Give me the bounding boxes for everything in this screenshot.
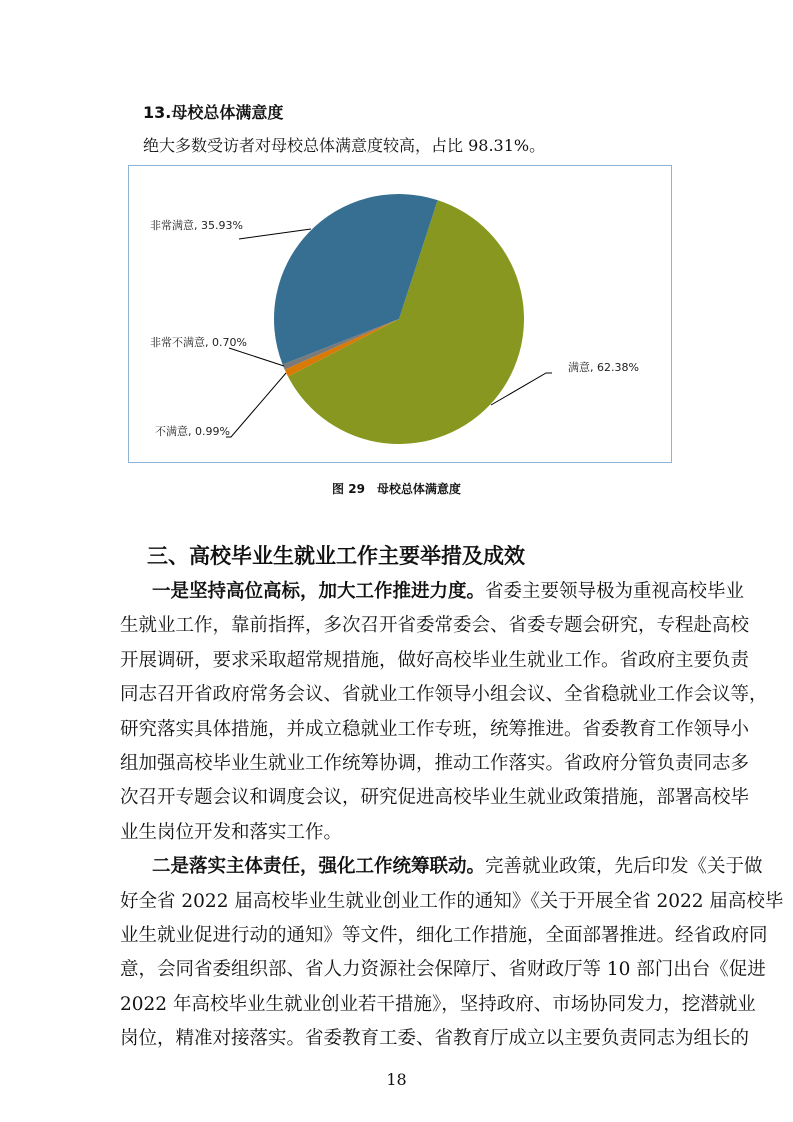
text-line: 开展调研，要求采取超常规措施，做好高校毕业生就业工作。省政府主要负责 bbox=[120, 649, 750, 671]
figure-caption: 图 29 母校总体满意度 bbox=[332, 482, 461, 496]
paragraph-lead: 一是坚持高位高标，加大工作推进力度。 bbox=[152, 581, 486, 602]
text-line: 好全省 2022 届高校毕业生就业创业工作的通知》《关于开展全省 2022 届高校毕 bbox=[120, 890, 784, 912]
section-intro: 绝大多数受访者对母校总体满意度较高，占比 98.31%。 bbox=[143, 136, 546, 155]
text-line: 次召开专题会议和调度会议，研究促进高校毕业生就业政策措施，部署高校毕 bbox=[120, 787, 750, 809]
text-line: 组加强高校毕业生就业工作统筹协调，推动工作落实。省政府分管负责同志多 bbox=[120, 752, 750, 774]
text-line: 岗位，精准对接落实。省委教育工委、省教育厅成立以主要负责同志为组长的 bbox=[120, 1028, 750, 1050]
paragraph bbox=[120, 850, 784, 1056]
page-number: 18 bbox=[386, 1070, 407, 1089]
pie-chart-svg bbox=[129, 166, 673, 464]
leader-line-very-dissatisfied bbox=[229, 348, 284, 366]
text-line: 意，会同省委组织部、省人力资源社会保障厅、省财政厅等 10 部门出台《促进 bbox=[120, 959, 766, 981]
text-line: 业生岗位开发和落实工作。 bbox=[120, 821, 343, 843]
slice-label-dissatisfied: 不满意, 0.99% bbox=[155, 425, 230, 438]
text-line bbox=[120, 850, 763, 884]
text-line: 生就业工作，靠前指挥，多次召开省委常委会、省委专题会研究，专程赴高校 bbox=[120, 615, 750, 637]
text-line: 业生就业促进行动的通知》等文件，细化工作措施，全面部署推进。经省政府同 bbox=[120, 924, 768, 946]
body-text bbox=[120, 575, 784, 1056]
leader-line-very-satisfied bbox=[239, 229, 311, 239]
paragraph-lead: 二是落实主体责任，强化工作统筹联动。 bbox=[152, 856, 486, 878]
slice-label-satisfied: 满意, 62.38% bbox=[568, 361, 639, 374]
paragraph bbox=[120, 575, 768, 850]
text-line: 同志召开省政府常务会议、省就业工作领导小组会议、全省稳就业工作会议等， bbox=[120, 684, 768, 706]
leader-line-dissatisfied bbox=[226, 373, 286, 437]
chapter-heading: 三、高校毕业生就业工作主要举措及成效 bbox=[147, 544, 525, 568]
pie-chart bbox=[128, 165, 672, 463]
text-span: 省委主要领导极为重视高校毕业 bbox=[485, 581, 745, 602]
slice-label-very-satisfied: 非常满意, 35.93% bbox=[150, 219, 243, 232]
text-line: 2022 年高校毕业生就业创业若干措施》，坚持政府、市场协同发力，挖潜就业 bbox=[120, 993, 756, 1015]
section-title: 13.母校总体满意度 bbox=[143, 103, 284, 122]
text-line: 研究落实具体措施，并成立稳就业工作专班，统筹推进。省委教育工作领导小 bbox=[120, 718, 750, 740]
slice-label-very-dissatisfied: 非常不满意, 0.70% bbox=[150, 336, 247, 349]
text-span: 完善就业政策，先后印发《关于做 bbox=[485, 856, 763, 878]
text-line bbox=[120, 575, 745, 609]
